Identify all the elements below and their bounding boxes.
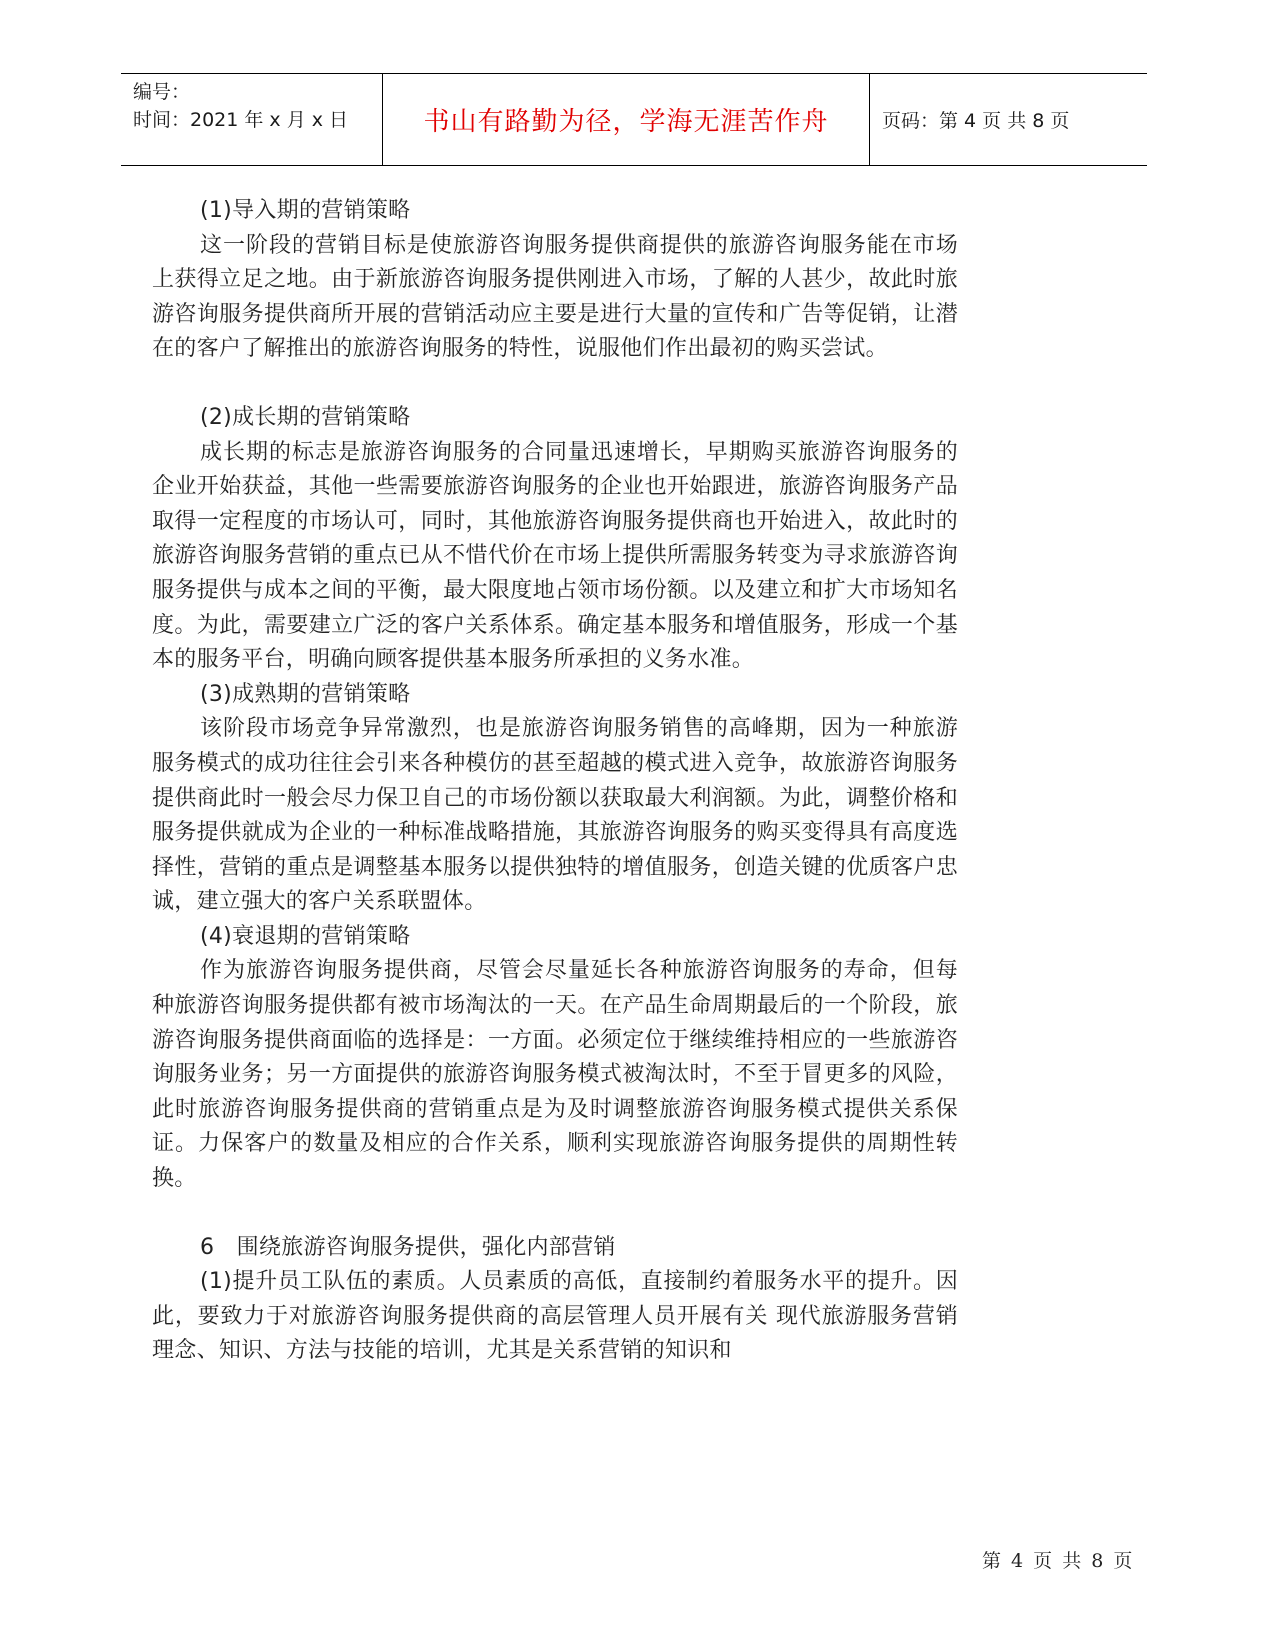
header-motto: 书山有路勤为径，学海无涯苦作舟: [423, 107, 829, 137]
page-header: [121, 73, 1147, 166]
doc-time-label: 时间：2021 年 x 月 x 日: [133, 109, 349, 131]
section-heading: (4)衰退期的营销策略: [200, 923, 411, 949]
section-heading: (2)成长期的营销策略: [200, 404, 411, 430]
doc-number-label: 编号：: [133, 81, 191, 103]
page-footer: 第 4 页 共 8 页: [982, 1550, 1135, 1572]
section-paragraph: 成长期的标志是旅游咨询服务的合同量迅速增长，早期购买旅游咨询服务的企业开始获益，其他一些需要旅游咨询服务的企业也开始跟进，旅游咨询服务产品取得一定程度的市场认可，同时，其他旅游咨询服务提供商也开始进入，故此时的旅游咨询服务营销的重点已从不惜代价在市场上提供所需服务转变为寻求旅游咨询服务提供与成本之间的平衡，最大限度地占领市场份额。以及建立和扩大市场知名度。为此，需要建立广泛的客户关系体系。确定基本服务和增值服务，形成一个基本的服务平台，明确向顾客提供基本服务所承担的义务水准。: [152, 439, 958, 673]
header-page-cell: [870, 74, 1147, 165]
section-paragraph: 该阶段市场竞争异常激烈，也是旅游咨询服务销售的高峰期，因为一种旅游服务模式的成功往往会引来各种模仿的甚至超越的模式进入竞争，故旅游咨询服务提供商此时一般会尽力保卫自己的市场份额以获取最大利润额。为此，调整价格和服务提供就成为企业的一种标准战略措施，其旅游咨询服务的购买变得具有高度选择性，营销的重点是调整基本服务以提供独特的增值服务，创造关键的优质客户忠诚，建立强大的客户关系联盟体。: [152, 716, 958, 915]
section-paragraph: (1)提升员工队伍的素质。人员素质的高低，直接制约着服务水平的提升。因此，要致力于对旅游咨询服务提供商的高层管理人员开展有关 现代旅游服务营销理念、知识、方法与技能的培训，尤其是关系营销的知识和: [152, 1269, 958, 1364]
section-paragraph: 作为旅游咨询服务提供商，尽管会尽量延长各种旅游咨询服务的寿命，但每种旅游咨询服务提供都有被市场淘汰的一天。在产品生命周期最后的一个阶段，旅游咨询服务提供商面临的选择是：一方面。必须定位于继续维持相应的一些旅游咨询服务业务；另一方面提供的旅游咨询服务模式被淘汰时，不至于冒更多的风险，此时旅游咨询服务提供商的营销重点是为及时调整旅游咨询服务模式提供关系保证。力保客户的数量及相应的合作关系，顺利实现旅游咨询服务提供的周期性转换。: [152, 958, 958, 1192]
section-heading: (1)导入期的营销策略: [200, 198, 411, 223]
header-meta: [121, 74, 383, 165]
section-heading: (3)成熟期的营销策略: [200, 681, 411, 707]
section-heading: 6 围绕旅游咨询服务提供，强化内部营销: [200, 1234, 616, 1260]
document-body: [152, 194, 958, 1369]
section-paragraph: 这一阶段的营销目标是使旅游咨询服务提供商提供的旅游咨询服务能在市场上获得立足之地。由于新旅游咨询服务提供刚进入市场，了解的人甚少，故此时旅游咨询服务提供商所开展的营销活动应主要是进行大量的宣传和广告等促销，让潜在的客户了解推出的旅游咨询服务的特性，说服他们作出最初的购买尝试。: [152, 232, 958, 362]
header-motto-cell: [383, 74, 870, 165]
header-page-label: 页码：第 4 页 共 8 页: [882, 110, 1070, 132]
